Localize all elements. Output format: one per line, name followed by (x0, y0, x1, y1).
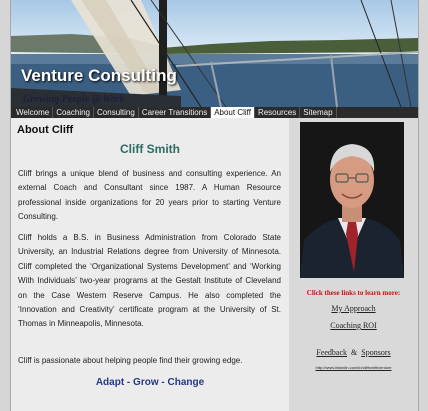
coaching-roi-link[interactable]: Coaching ROI (330, 321, 377, 330)
nav-item-welcome[interactable]: Welcome (13, 107, 53, 118)
main-content (11, 118, 289, 411)
page-heading: About Cliff (17, 124, 74, 136)
sponsors-link[interactable]: Sponsors (361, 348, 391, 357)
feedback-link[interactable]: Feedback (316, 348, 348, 357)
nav-item-consulting[interactable]: Consulting (94, 107, 139, 118)
main-nav (11, 107, 419, 118)
nav-item-sitemap[interactable]: Sitemap (300, 107, 336, 118)
nav-item-coaching[interactable]: Coaching (53, 107, 94, 118)
bio-paragraph-education: Cliff holds a B.S. in Business Administration from Colorado State University, an Industrial Relations degree from University of Minnesota. Cliff completed the ‘Organizational Systems Development’ and ‘Working With Individuals’ two-year programs at the Gestalt Institute of Cleveland on the Case Western Reserve Campus. He also completed the ‘Innovation and Creativity’ certificate program at the University of St. Thomas in Minneapolis, Minnesota. (18, 233, 281, 329)
nav-item-about-cliff[interactable]: About Cliff (211, 107, 255, 118)
bio-paragraph-experience: Cliff brings a unique blend of business and consulting experience. An external Coach and Consultant since 1987. A Human Resource professional inside organizations for 20 years prior to starting Venture Consulting. (18, 169, 281, 222)
nav-item-resources[interactable]: Resources (255, 107, 300, 118)
sidebar (289, 118, 418, 411)
ampersand-text: & (351, 348, 358, 357)
site-tagline: Growing People @ Work (23, 94, 125, 105)
header-banner (11, 0, 418, 107)
person-name: Cliff Smith (120, 142, 180, 156)
slogan: Adapt - Grow - Change (95, 377, 205, 388)
page-container (10, 0, 419, 411)
feedback-sponsors-row (289, 348, 418, 357)
links-heading: Click these links to learn more: (306, 289, 401, 297)
cliff-portrait-photo (300, 122, 404, 278)
bio-paragraph-passion: Cliff is passionate about helping people find their growing edge. (18, 356, 243, 365)
linkedin-profile-link[interactable]: http://www.linkedin.com/in/cliffsmithventure (315, 365, 392, 370)
sailboat-banner-image (11, 0, 418, 107)
my-approach-link[interactable]: My Approach (331, 304, 376, 313)
nav-item-career-transitions[interactable]: Career Transitions (139, 107, 211, 118)
site-title: Venture Consulting (21, 66, 177, 85)
